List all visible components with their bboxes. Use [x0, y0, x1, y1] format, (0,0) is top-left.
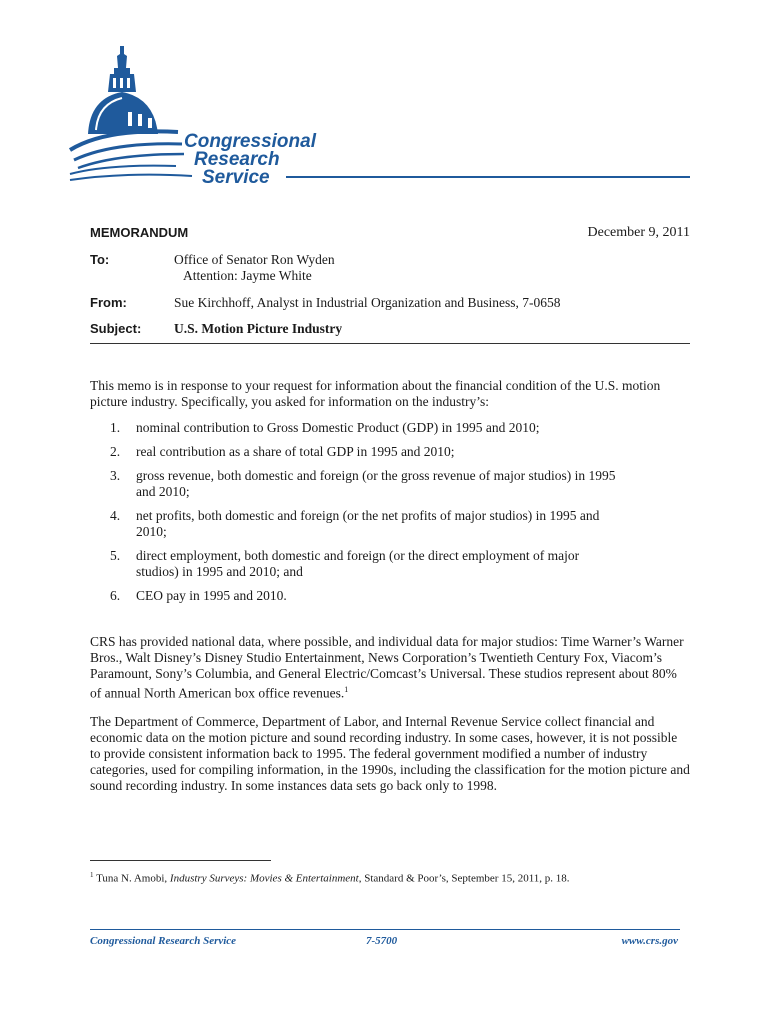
logo-line-1: Congressional — [184, 131, 316, 152]
list-item — [110, 468, 690, 500]
list-number: 4. — [110, 508, 121, 523]
crs-logo — [66, 42, 316, 192]
list-item — [110, 508, 690, 540]
list-number: 1. — [110, 420, 121, 435]
subject-label: Subject: — [90, 321, 142, 336]
footer-website-link[interactable]: www.crs.gov — [621, 935, 678, 947]
list-text: gross revenue, both domestic and foreign (or the gross revenue of major studios) in 1995 and 2010; — [136, 468, 616, 499]
footer-report-number: 7-5700 — [366, 935, 398, 947]
intro-paragraph: This memo is in response to your request for information about the financial condition of the U.S. motion picture industry. Specifically, you asked for information on the industry’s: — [90, 378, 661, 409]
list-item — [110, 548, 690, 580]
footer-org: Congressional Research Service — [90, 935, 237, 947]
list-text: CEO pay in 1995 and 2010. — [136, 588, 287, 603]
list-text: real contribution as a share of total GDP in 1995 and 2010; — [136, 444, 455, 459]
footnote-mark: 1 — [90, 871, 94, 879]
data-sources-paragraph: The Department of Commerce, Department of Labor, and Internal Revenue Service collect financial and economic data on the motion picture and sound recording industry. In some cases, however, it is not possible to provide consistent information back to 1995. The federal government modified a number of industry categories, used for compiling information, in the 1990s, including the classification for the motion picture and sound recording industry. In some instances data sets go back only to 1998. — [90, 714, 690, 793]
footnote-title: Industry Surveys: Movies & Entertainment — [169, 872, 359, 885]
list-number: 5. — [110, 548, 121, 563]
list-text: direct employment, both domestic and foreign (or the direct employment of major studios) in 1995 and 2010; and — [136, 548, 580, 579]
logo-divider — [286, 176, 690, 178]
list-number: 2. — [110, 444, 121, 459]
footnote-rest: , Standard & Poor’s, September 15, 2011, p. 18. — [358, 872, 570, 885]
footnote-reference[interactable]: 1 — [344, 685, 349, 694]
footnote-divider — [90, 860, 271, 861]
request-list — [110, 420, 690, 612]
footnote — [90, 868, 570, 886]
list-item — [110, 444, 690, 460]
logo-line-2: Research — [194, 149, 280, 170]
capitol-dome-icon — [66, 42, 196, 192]
list-item — [110, 588, 690, 604]
studios-text: CRS has provided national data, where possible, and individual data for major studios: Time Warner’s Warner Bros., Walt Disney’s Disney Studio Entertainment, News Corporation’s Twentieth Century Fox, Viacom’s Paramount, Sony’s Columbia, and General Electric/Comcast’s Universal. These studios represent about 80% of annual North American box office revenues. — [90, 634, 684, 701]
list-number: 6. — [110, 588, 121, 603]
from-label: From: — [90, 295, 127, 310]
list-text: net profits, both domestic and foreign (or the net profits of major studios) in 1995 and 2010; — [136, 508, 600, 539]
memo-date: December 9, 2011 — [587, 225, 690, 240]
footnote-author: Tuna N. Amobi, — [96, 872, 168, 885]
to-attention: Attention: Jayme White — [183, 268, 312, 283]
to-value: Office of Senator Ron Wyden — [174, 252, 335, 267]
list-text: nominal contribution to Gross Domestic Product (GDP) in 1995 and 2010; — [136, 420, 540, 435]
to-label: To: — [90, 252, 110, 267]
footer-divider — [90, 929, 680, 930]
studios-paragraph — [90, 634, 690, 702]
list-number: 3. — [110, 468, 121, 483]
logo-line-3: Service — [202, 167, 270, 188]
memo-heading: MEMORANDUM — [90, 225, 189, 240]
list-item — [110, 420, 690, 436]
subject-value: U.S. Motion Picture Industry — [174, 321, 343, 336]
header-divider — [90, 343, 690, 344]
from-value: Sue Kirchhoff, Analyst in Industrial Organization and Business, 7-0658 — [174, 295, 561, 310]
